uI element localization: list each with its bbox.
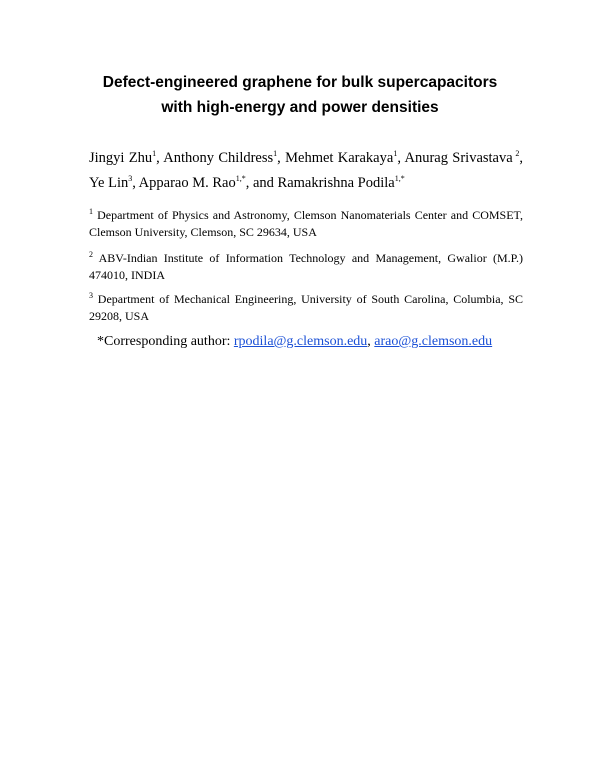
affiliation-number: 3: [89, 291, 93, 300]
affiliation-number: 1: [89, 207, 93, 216]
author-name: Apparao M. Rao: [138, 175, 236, 191]
author-affiliation-mark: 1: [273, 149, 278, 159]
affiliation-text: Clemson University, Clemson, SC 29634, USA: [89, 225, 317, 239]
email-link-rpodila[interactable]: rpodila@g.clemson.edu: [233, 334, 368, 349]
affiliation-text: 474010, INDIA: [89, 268, 165, 282]
affiliation-text: Department of Physics and Astronomy, Clemson Nanomaterials Center and COMSET,: [97, 208, 523, 222]
author-line-1: [89, 146, 523, 171]
title-line-2: with high-energy and power densities: [161, 99, 439, 116]
author-name: Jingyi Zhu: [89, 150, 153, 166]
paper-title: [60, 70, 540, 120]
affiliation-1: [89, 207, 523, 241]
corresponding-author: [97, 333, 537, 351]
author-name: Anurag Srivastava: [404, 150, 513, 166]
affiliation-line: [89, 207, 523, 224]
author-separator: , and: [245, 175, 278, 191]
author-affiliation-mark: 1: [393, 149, 398, 159]
author-separator: ,: [277, 150, 286, 166]
corresponding-label: *Corresponding author:: [97, 334, 234, 349]
affiliation-line: [89, 250, 523, 267]
author-line-2: [89, 171, 523, 196]
affiliation-text: 29208, USA: [89, 309, 150, 323]
affiliation-text: ABV-Indian Institute of Information Technology and Management, Gwalior (M.P.): [98, 251, 523, 265]
email-link-arao[interactable]: arao@g.clemson.edu: [374, 334, 493, 349]
affiliation-3: [89, 291, 523, 325]
author-separator: ,: [156, 150, 164, 166]
author-affiliation-mark: 3: [128, 174, 133, 184]
author-separator: ,: [519, 150, 524, 166]
author-name: Ye Lin: [89, 175, 129, 191]
affiliation-line: [89, 291, 523, 308]
title-line-1: Defect-engineered graphene for bulk supercapacitors: [102, 74, 498, 91]
author-affiliation-mark: 2: [512, 149, 520, 159]
affiliation-text: Department of Mechanical Engineering, University of South Carolina, Columbia, SC: [97, 292, 524, 306]
email-separator: ,: [367, 334, 375, 349]
author-name: Ramakrishna Podila: [277, 175, 395, 191]
affiliation-number: 2: [89, 250, 93, 259]
affiliation-2: [89, 250, 523, 284]
author-affiliation-mark: 1,*: [394, 174, 405, 184]
author-name: Mehmet Karakaya: [285, 150, 394, 166]
author-affiliation-mark: 1,*: [235, 174, 246, 184]
author-separator: ,: [132, 175, 139, 191]
author-list: [89, 146, 523, 196]
author-affiliation-mark: 1: [152, 149, 157, 159]
author-separator: ,: [397, 150, 405, 166]
author-name: Anthony Childress: [163, 150, 274, 166]
